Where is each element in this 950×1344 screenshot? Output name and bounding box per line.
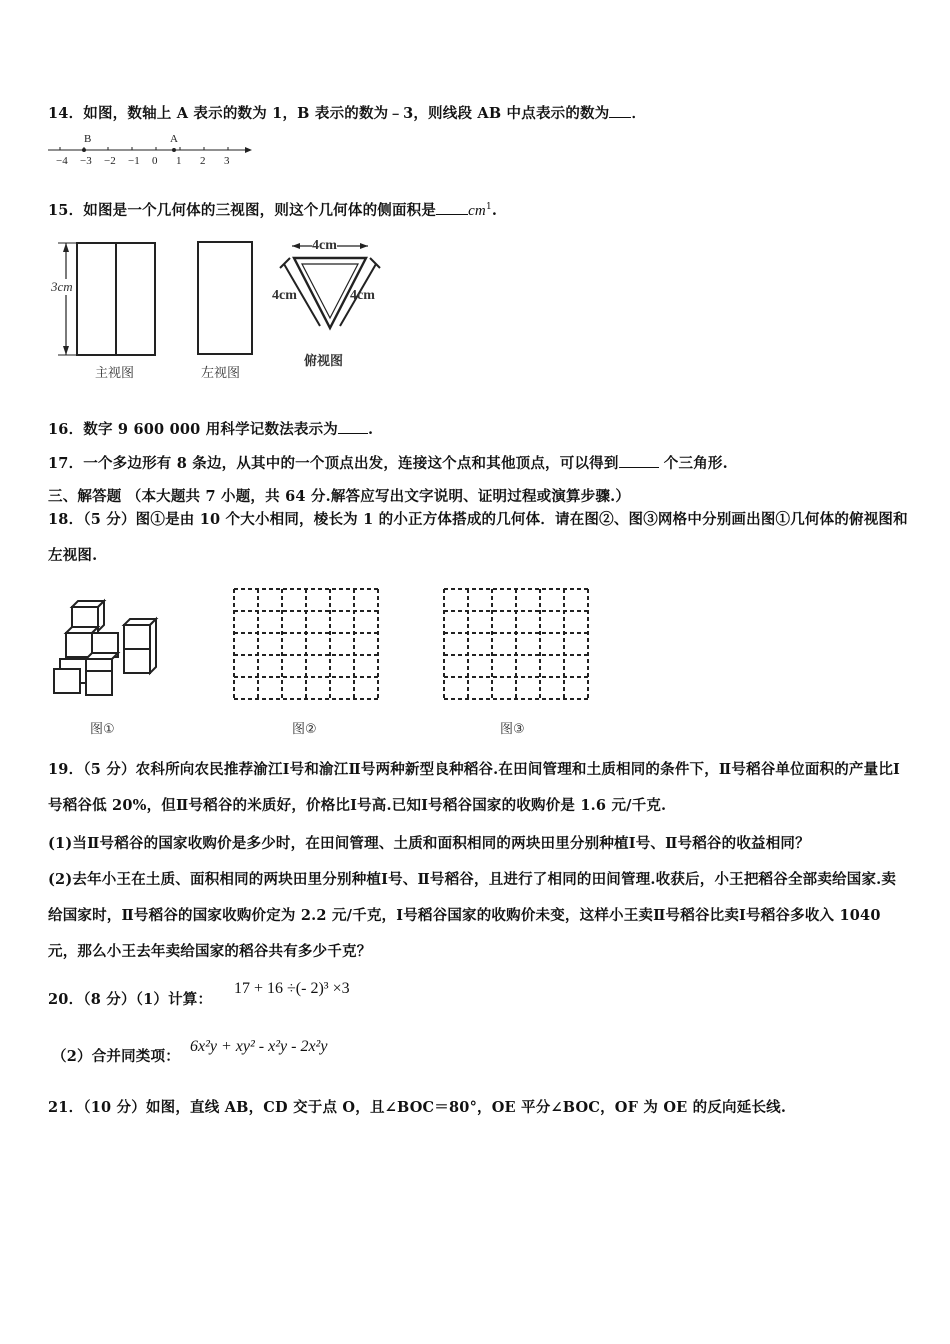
- tick-label: −4: [56, 155, 68, 167]
- front-view-height-label: 3cm: [51, 279, 73, 294]
- tick-label: −2: [104, 155, 116, 167]
- q21-text: 21．（10 分）如图，直线 AB，CD 交于点 O，且∠BOC＝80°，OE 平分∠BOC，OF 为 OE 的反向延长线.: [48, 1099, 787, 1116]
- figure-3-caption: 图③: [500, 722, 525, 737]
- tick-label: −3: [80, 155, 92, 167]
- tick-label: −1: [128, 155, 140, 167]
- grid-figure-2: [232, 586, 382, 704]
- q17-stem: 17．一个多边形有 8 条边，从其中的一个顶点出发，连接这个点和其他顶点，可以得到: [48, 455, 619, 472]
- tick-label: 2: [200, 155, 206, 167]
- cube-stack-figure: [46, 595, 166, 705]
- answer-blank: [436, 202, 468, 215]
- point-b-label: B: [84, 133, 92, 145]
- tick-label: 3: [224, 155, 230, 167]
- figure-1-caption: 图①: [90, 722, 115, 737]
- q19-part-1: (1)当Ⅱ号稻谷的国家收购价是多少时，在田间管理、土质和面积相同的两块田里分别种植Ⅰ号、Ⅱ号稻谷的收益相同？: [48, 835, 810, 852]
- q18-text: 18．（5 分）图①是由 10 个大小相同，棱长为 1 的小正方体搭成的几何体．请在图②、图③网格中分别画出图①几何体的俯视图和左视图.: [48, 511, 908, 564]
- q16-end: .: [368, 421, 374, 438]
- q20-part-1: [48, 988, 212, 1009]
- front-view: [52, 238, 162, 360]
- number-line: [40, 128, 260, 168]
- q17-text: [48, 452, 728, 473]
- q20-stem: 20．（8 分）（1）计算：: [48, 991, 213, 1008]
- grid-figure-3: [442, 586, 592, 704]
- q20-expression-1: 17 + 16 ÷(- 2)³ ×3: [234, 980, 350, 997]
- top-view-dim-right: 4cm: [350, 288, 375, 303]
- q15-text: [48, 199, 497, 220]
- top-view-dim-left: 4cm: [272, 288, 297, 303]
- q15-unit: cm: [468, 203, 486, 219]
- q14-stem: 14．如图，数轴上 A 表示的数为 1，B 表示的数为﹣3，则线段 AB 中点表示的数为: [48, 105, 610, 122]
- q15-unit-exponent: 1: [485, 202, 492, 213]
- figure-2-caption: 图②: [292, 722, 317, 737]
- q15-end: .: [491, 202, 498, 219]
- q14-end: ．: [631, 105, 647, 122]
- answer-blank: [609, 105, 631, 118]
- q15-stem: 15．如图是一个几何体的三视图，则这个几何体的侧面积是: [48, 202, 437, 219]
- top-view-caption: 俯视图: [304, 354, 344, 369]
- number-line-arrow: [245, 147, 252, 153]
- left-view-caption: 左视图: [201, 366, 241, 381]
- q19-part-2: (2)去年小王在土质、面积相同的两块田里分别种植Ⅰ号、Ⅱ号稻谷，且进行了相同的田间管理.收获后，小王把稻谷全部卖给国家.卖给国家时，Ⅱ号稻谷的国家收购价定为 2.2 元/千克，Ⅰ号稻谷国家的收购价未变，这样小王卖Ⅱ号稻谷比卖Ⅰ号稻谷多收入 1040 元，那么小王去年卖给国家的稻谷共有多少千克？: [48, 871, 897, 960]
- q16-stem: 16．数字 9 600 000 用科学记数法表示为: [48, 421, 338, 438]
- section-3-heading: 三、解答题 （本大题共 7 小题，共 64 分.解答应写出文字说明、证明过程或演算步骤.）: [48, 488, 631, 505]
- q19-text: 19．（5 分）农科所向农民推荐渝江Ⅰ号和渝江Ⅱ号两种新型良种稻谷.在田间管理和土质相同的条件下，Ⅱ号稻谷单位面积的产量比Ⅰ号稻谷低 20%，但Ⅱ号稻谷的米质好，价格比Ⅰ号高.已知Ⅰ号稻谷国家的收购价是 1.6 元/千克.: [48, 761, 901, 814]
- point-a-label: A: [170, 133, 178, 145]
- top-view-dim-top: 4cm: [312, 238, 337, 253]
- tick-label: 1: [176, 155, 182, 167]
- q20-expression-2: 6x²y + xy² - x²y - 2x²y: [190, 1038, 328, 1055]
- q14-text: [48, 102, 646, 123]
- answer-blank: [338, 421, 368, 434]
- q16-text: [48, 418, 373, 439]
- front-view-caption: 主视图: [95, 366, 135, 381]
- answer-blank: [619, 455, 659, 468]
- q20-part-2: （2）合并同类项：: [52, 1048, 180, 1065]
- point-a-dot: [172, 148, 176, 152]
- left-view: [196, 240, 256, 360]
- tick-label: 0: [152, 155, 158, 167]
- q17-end: 个三角形.: [658, 455, 728, 472]
